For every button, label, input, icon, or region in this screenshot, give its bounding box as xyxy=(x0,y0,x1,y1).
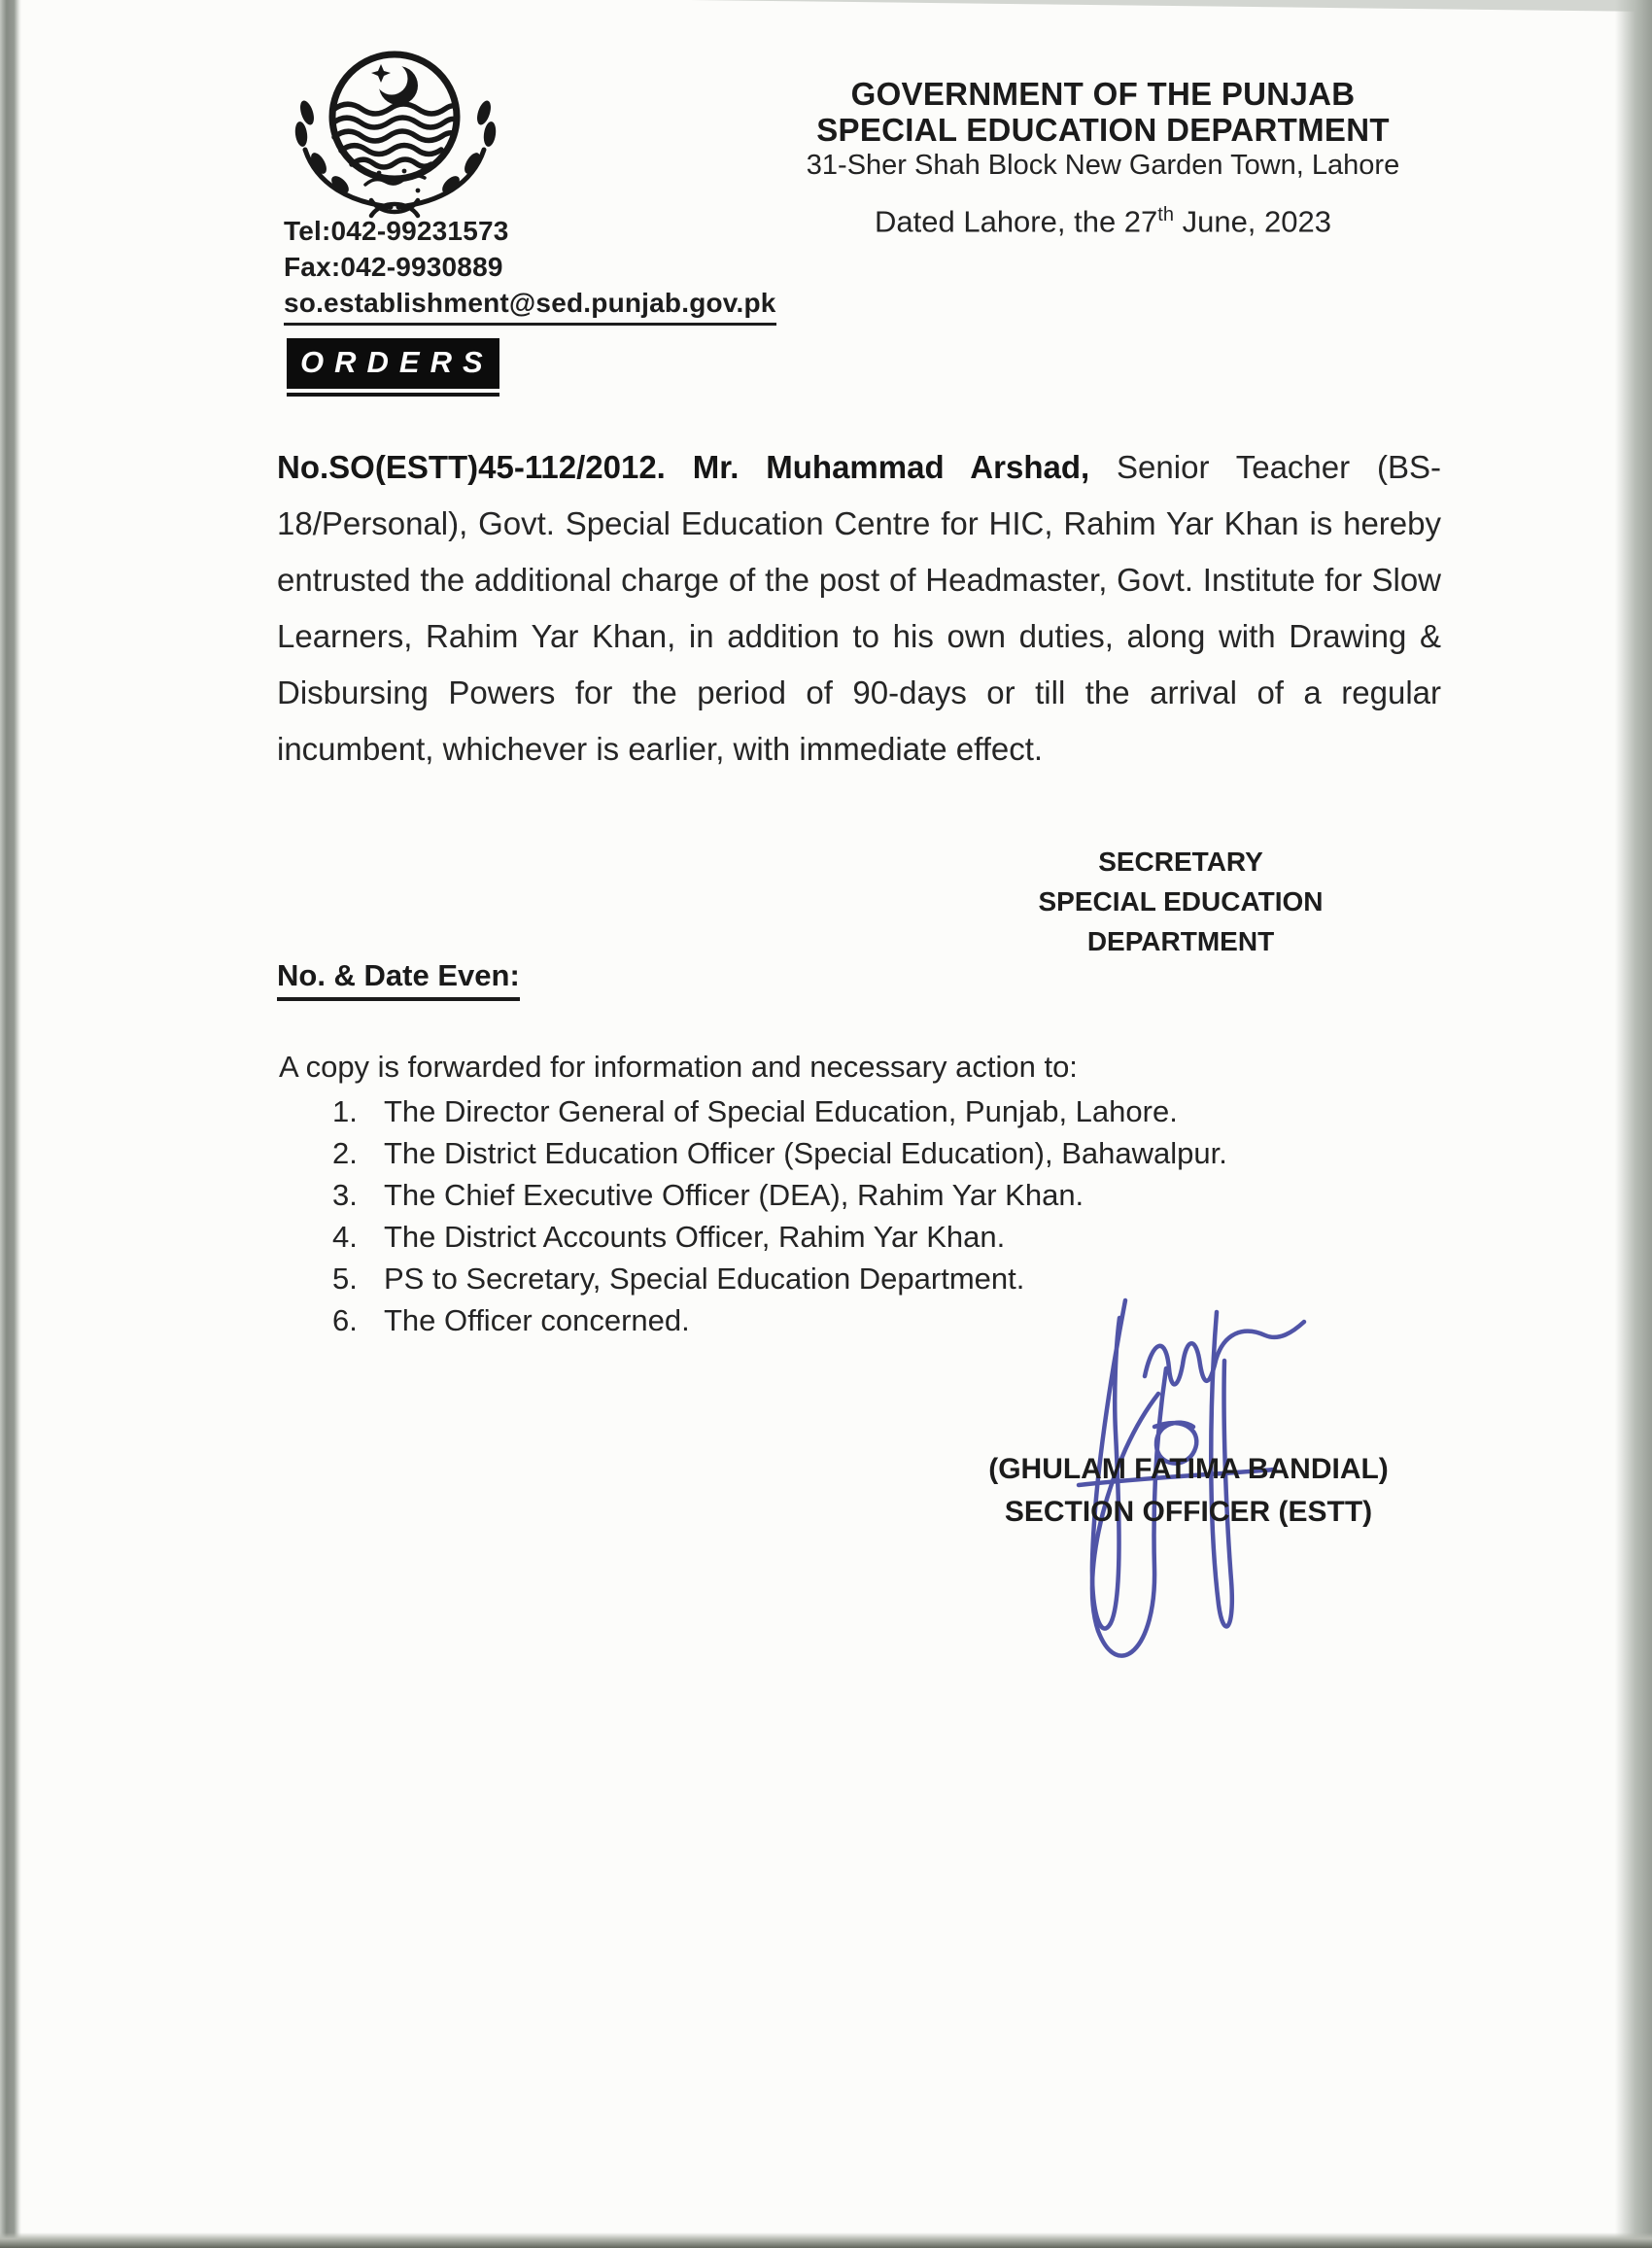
list-item-text: The Chief Executive Officer (DEA), Rahim Yar Khan. xyxy=(384,1178,1084,1212)
org-name-line2: SPECIAL EDUCATION DEPARTMENT xyxy=(816,112,1390,148)
scan-edge-top xyxy=(671,0,1652,12)
fax-line: Fax:042-9930889 xyxy=(284,252,503,282)
list-item-number: 5. xyxy=(332,1262,358,1296)
signature-block xyxy=(980,1448,1397,1534)
list-item xyxy=(332,1094,1227,1136)
list-item-text: The District Accounts Officer, Rahim Yar Khan. xyxy=(384,1220,1006,1254)
scan-edge-right xyxy=(1615,0,1652,2248)
no-date-even-label: No. & Date Even: xyxy=(277,958,520,1001)
list-item-number: 2. xyxy=(332,1136,358,1170)
order-body-text: Senior Teacher (BS-18/Personal), Govt. Special Education Centre for HIC, Rahim Yar Khan is hereby entrusted the additional charge of the post of Headmaster, Govt. Institute for Slow Learners, Rahim Yar Khan, in addition to his own duties, along with Drawing & Disbursing Powers for the period of 90-days or till the arrival of a regular incumbent, whichever is earlier, with immediate effect. xyxy=(277,449,1441,767)
date-ordinal: th xyxy=(1157,204,1174,225)
list-item-number: 4. xyxy=(332,1220,358,1254)
signatory-title: SECTION OFFICER (ESTT) xyxy=(1004,1496,1373,1528)
signatory-line1: SECRETARY xyxy=(1098,847,1263,877)
signatory-line2: SPECIAL EDUCATION xyxy=(1038,886,1324,916)
punjab-crest-logo xyxy=(290,49,501,224)
email-line: so.establishment@sed.punjab.gov.pk xyxy=(284,285,776,326)
org-name-line1: GOVERNMENT OF THE PUNJAB xyxy=(850,76,1356,112)
signatory-name: (GHULAM FATIMA BANDIAL) xyxy=(988,1453,1389,1485)
list-item-number: 3. xyxy=(332,1178,358,1212)
list-item xyxy=(332,1136,1227,1178)
scan-edge-bottom xyxy=(0,2232,1652,2248)
list-item xyxy=(332,1178,1227,1220)
list-item-number: 1. xyxy=(332,1094,358,1128)
contact-block xyxy=(284,213,776,326)
signatory-line3: DEPARTMENT xyxy=(1086,926,1275,956)
crest-logo-icon xyxy=(290,49,501,224)
copy-forwarded-intro: A copy is forwarded for information and necessary action to: xyxy=(279,1050,1078,1084)
date-line xyxy=(805,204,1401,239)
signatory-block xyxy=(1020,842,1341,961)
tel-line: Tel:042-99231573 xyxy=(284,216,509,246)
scan-edge-left xyxy=(0,0,21,2248)
date-suffix: June, 2023 xyxy=(1173,204,1331,239)
order-reference-number: No.SO(ESTT)45-112/2012. Mr. Muhammad Arshad, xyxy=(277,449,1090,485)
list-item xyxy=(332,1220,1227,1262)
list-item-number: 6. xyxy=(332,1303,358,1337)
list-item-text: The Officer concerned. xyxy=(384,1303,690,1337)
orders-heading-underline xyxy=(287,338,499,397)
date-prefix: Dated Lahore, the 27 xyxy=(875,204,1158,239)
orders-heading: ORDERS xyxy=(287,338,499,389)
order-paragraph xyxy=(277,439,1441,778)
list-item-text: PS to Secretary, Special Education Department. xyxy=(384,1262,1025,1296)
letterhead xyxy=(805,76,1401,183)
org-address: 31-Sher Shah Block New Garden Town, Lahore xyxy=(806,150,1400,181)
list-item-text: The Director General of Special Education, Punjab, Lahore. xyxy=(384,1094,1178,1128)
list-item-text: The District Education Officer (Special Education), Bahawalpur. xyxy=(384,1136,1227,1170)
